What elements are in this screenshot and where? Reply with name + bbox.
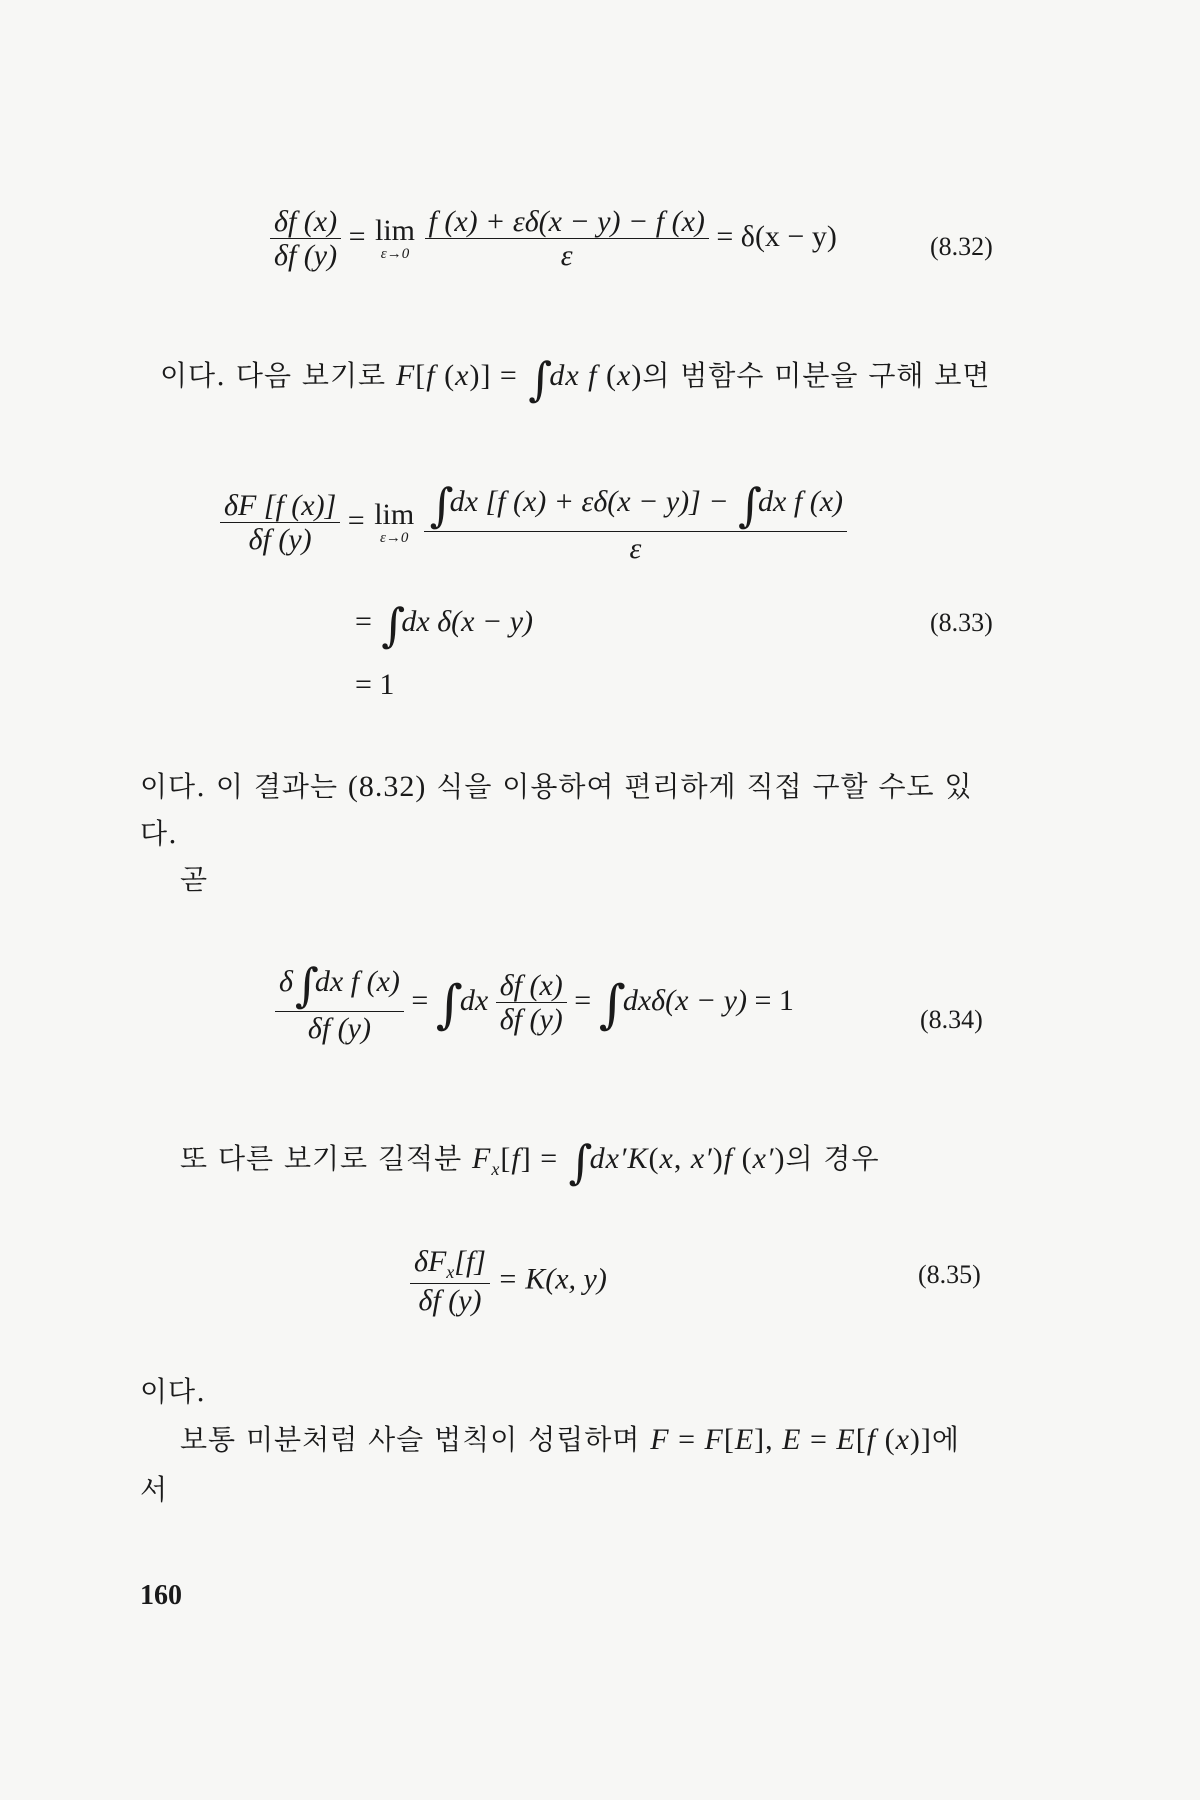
equation-8-33-line2: = ∫dx δ(x − y) bbox=[355, 598, 534, 652]
fraction-lhs: $\frac{\delta F [f (x)]}{\delta f (y)}$ bbox=[220, 489, 340, 558]
paragraph-line: 보통 미분처럼 사슬 법칙이 성립하며 F = F[E], E = E[f (x)]에 bbox=[180, 1423, 960, 1456]
paragraph-line: 이다. 다음 보기로 F[f (x)] = ∫dx f (x)의 범함수 미분을 구해 보면 bbox=[160, 352, 991, 406]
paragraph-line: 또 다른 보기로 길적분 $F_x[f] = \int dx'K(x$, x′)f (x′)의 경우 bbox=[180, 1135, 880, 1189]
equation-8-35: $\frac{\delta F_x[f]}{\delta f (y)}$ = K(x, y) bbox=[410, 1245, 607, 1318]
page-number: 160 bbox=[140, 1580, 182, 1611]
equation-number: (8.33) bbox=[930, 608, 993, 637]
fraction-rhs: $\frac{\text{∫dx [f (x) + εδ(x − y)] − ∫dx f (x)}}{\varepsilon}$ bbox=[424, 480, 847, 566]
limit-operator: lim ε→0 bbox=[374, 497, 415, 546]
fraction-lhs: $\frac{\text{δ∫dx f (x)}}{\delta f (y)}$ bbox=[275, 960, 404, 1046]
paragraph-line: 이다. 이 결과는 (8.32) 식을 이용하여 편리하게 직접 구할 수도 있 bbox=[140, 770, 973, 803]
fraction-lhs: $\frac{\delta f (x)}{\delta f (y)}$ bbox=[270, 205, 341, 274]
limit-operator: lim ε→0 bbox=[375, 214, 416, 262]
equation-8-32: $\frac{\delta f (x)}{\delta f (y)}$ = lim ε→0 $\frac{f (x) + \varepsilon\delta(x - y) - f (x)}{\varepsilon}$ = δ(x − y) bbox=[270, 205, 837, 274]
paragraph-line: 이다. bbox=[140, 1375, 206, 1408]
equation-number: (8.35) bbox=[918, 1260, 981, 1289]
paragraph-line: 곧 bbox=[180, 863, 209, 896]
equation-8-33-line3: = 1 bbox=[355, 668, 395, 701]
paragraph-line: 서 bbox=[140, 1473, 169, 1506]
equation-8-34: $\frac{\text{δ∫dx f (x)}}{\delta f (y)}$ = ∫dx $\frac{\delta f (x)}{\delta f (y)}$ = ∫dxδ(x − y) = 1 bbox=[275, 960, 794, 1046]
fraction-mid: $\frac{\delta f (x)}{\delta f (y)}$ bbox=[496, 969, 567, 1038]
fraction-lhs: $\frac{\delta F_x[f]}{\delta f (y)}$ bbox=[410, 1245, 490, 1318]
equation-8-33-line1: $\frac{\delta F [f (x)]}{\delta f (y)}$ = lim ε→0 $\frac{\text{∫dx [f (x) + εδ(x − y)] − ∫dx f (x)}}{\varepsilon}$ bbox=[220, 480, 847, 566]
equation-number: (8.32) bbox=[930, 232, 993, 261]
equation-number: (8.34) bbox=[920, 1005, 983, 1034]
fraction-rhs: $\frac{f (x) + \varepsilon\delta(x - y) - f (x)}{\varepsilon}$ bbox=[425, 205, 709, 274]
paragraph-line: 다. bbox=[140, 817, 178, 850]
